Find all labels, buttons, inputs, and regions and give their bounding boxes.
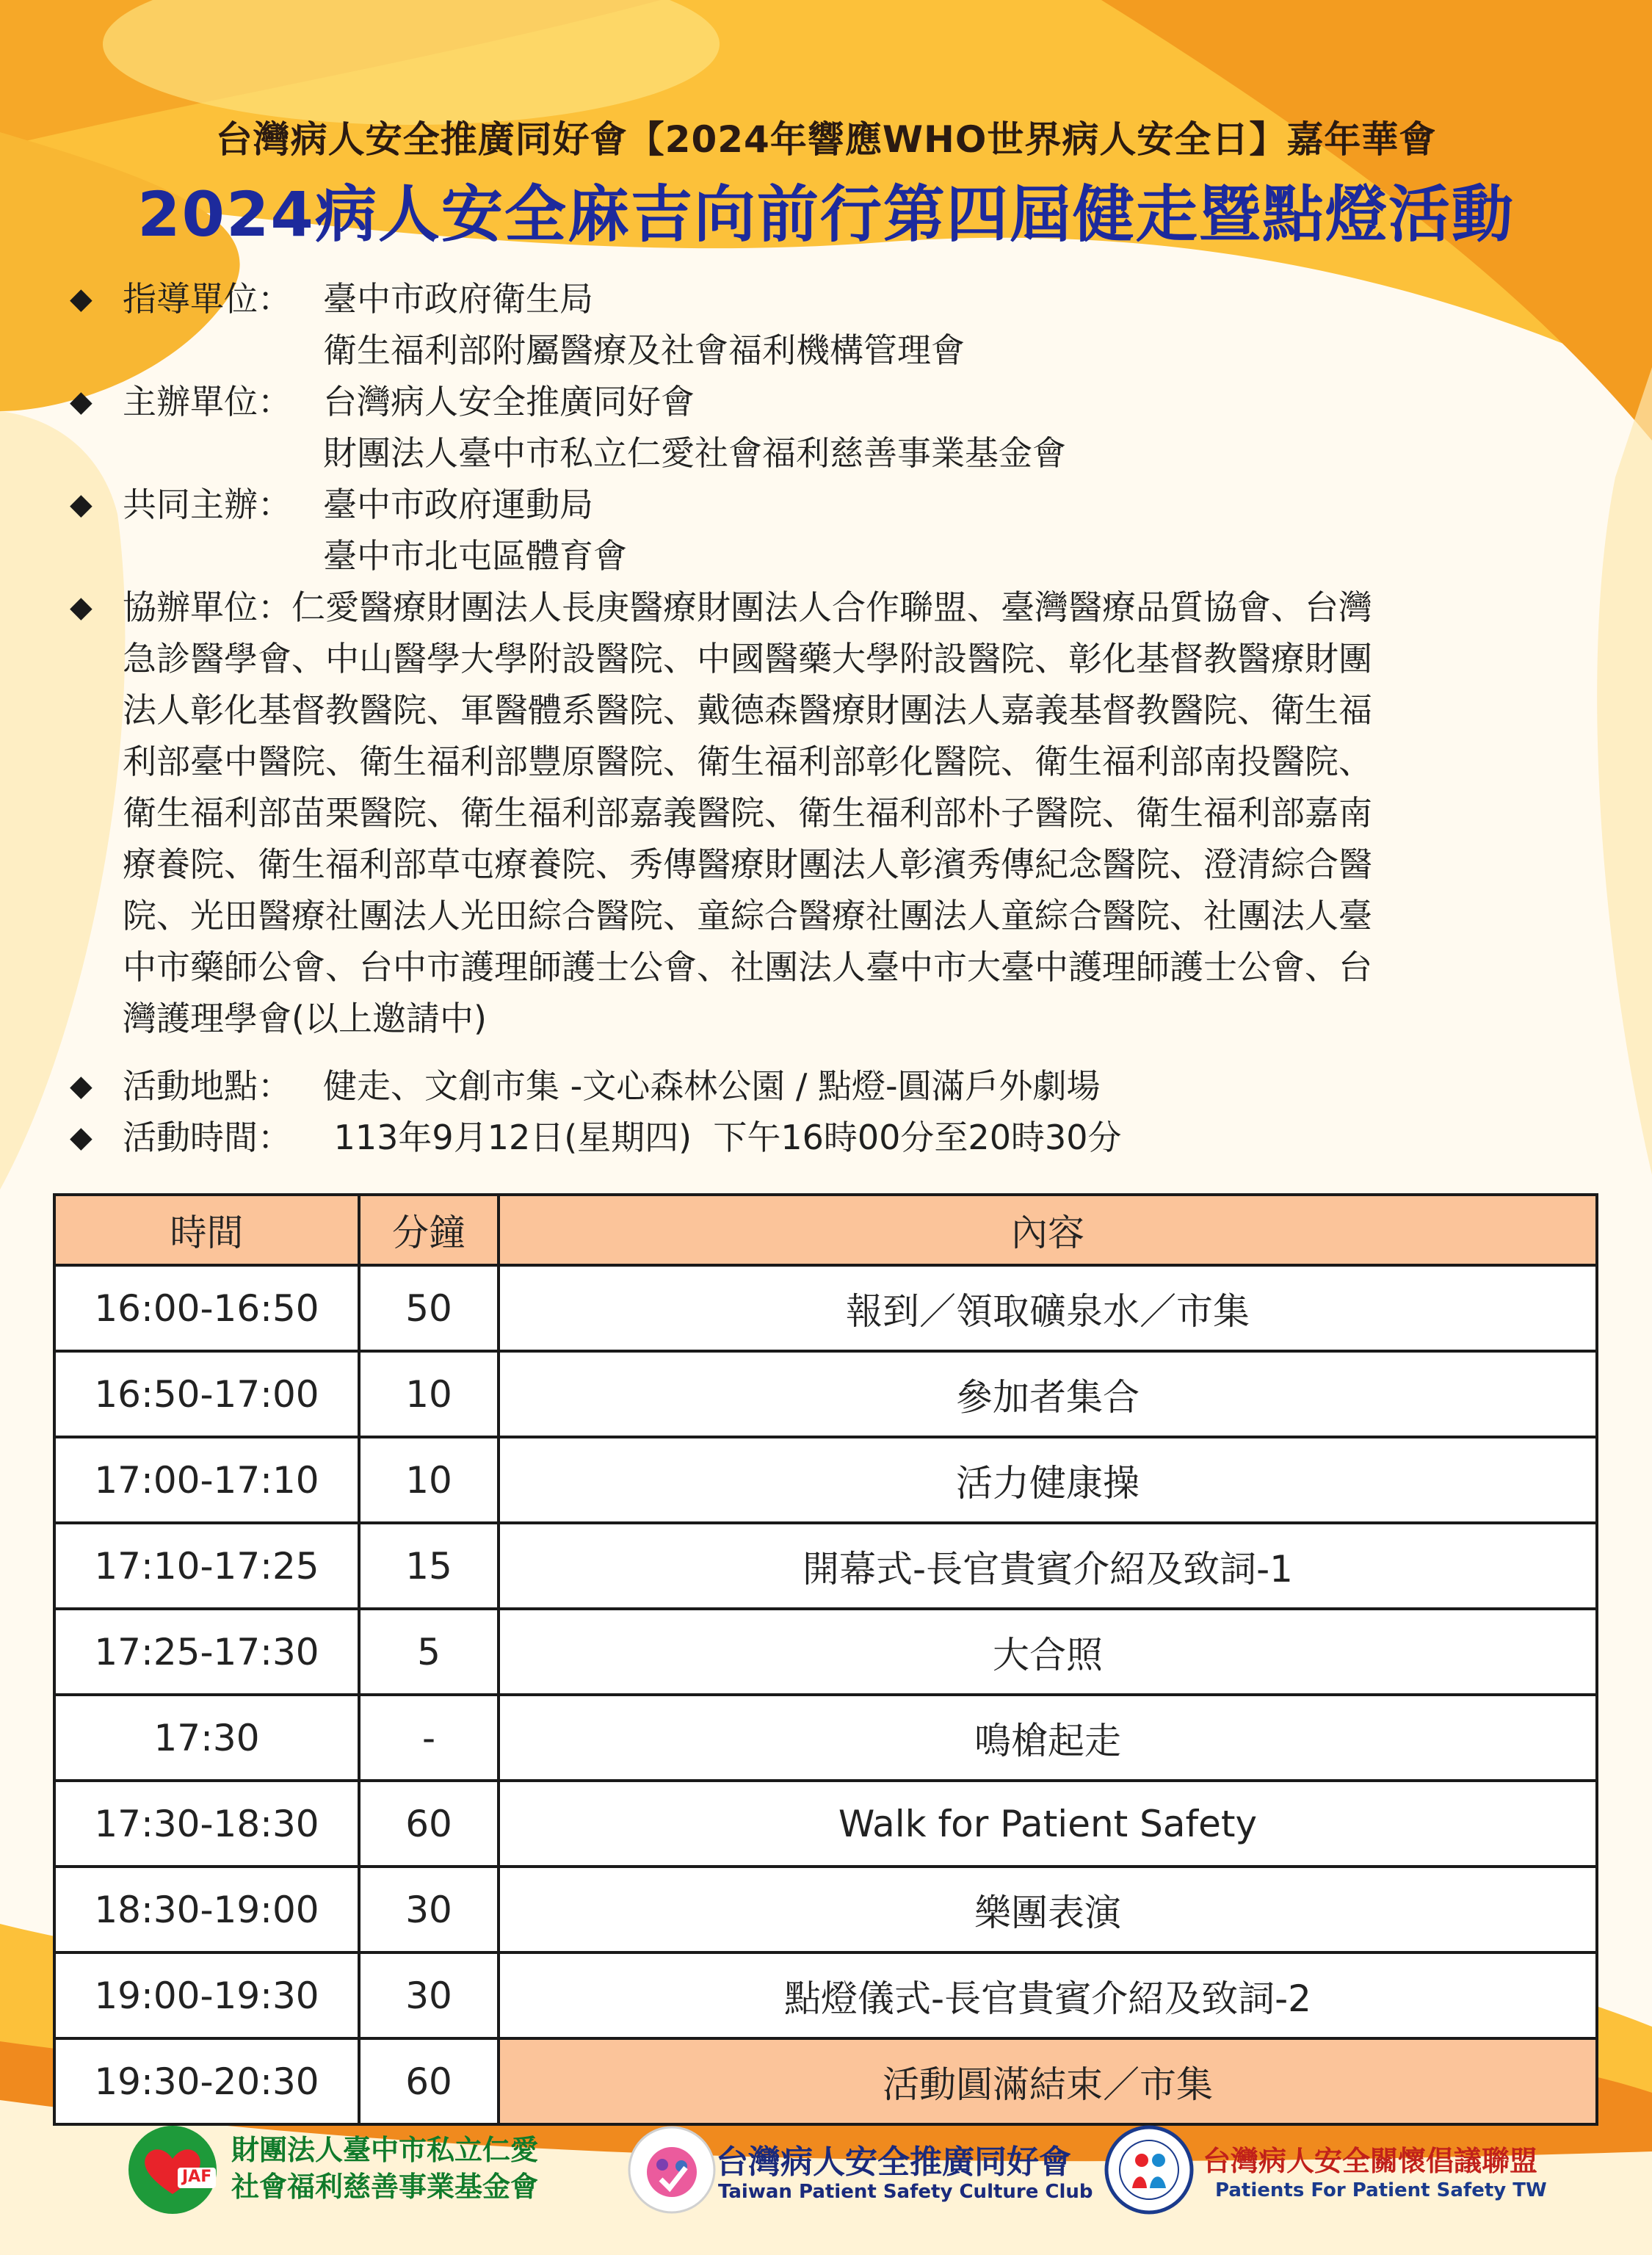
organizer-row xyxy=(70,376,1612,427)
cell-content: 開幕式-長官貴賓介紹及致詞-1 xyxy=(499,1523,1597,1609)
cell-time: 17:25-17:30 xyxy=(54,1609,359,1695)
guidance-row-2 xyxy=(70,325,1612,376)
cell-time: 17:30 xyxy=(54,1695,359,1781)
table-row xyxy=(54,1867,1597,1952)
cell-minutes: 60 xyxy=(359,2038,499,2124)
cell-content: 大合照 xyxy=(499,1609,1597,1695)
organizer-row-2 xyxy=(70,427,1612,479)
diamond-bullet-icon: ◆ xyxy=(70,385,93,419)
cell-time: 16:50-17:00 xyxy=(54,1351,359,1437)
cell-content: 點燈儀式-長官貴賓介紹及致詞-2 xyxy=(499,1952,1597,2038)
pfps-emblem-icon xyxy=(1101,2122,1197,2218)
assisting-line: 急診醫學會、中山醫學大學附設醫院、中國醫藥大學附設醫院、彰化基督教醫療財團 xyxy=(123,639,1372,678)
assisting-line: 利部臺中醫院、衛生福利部豐原醫院、衛生福利部彰化醫院、衛生福利部南投醫院、 xyxy=(123,742,1372,781)
footer-logos xyxy=(0,2122,1652,2218)
cell-content: 活力健康操 xyxy=(499,1437,1597,1523)
co-organizer-value-2: 臺中市北屯區體育會 xyxy=(323,536,627,576)
cell-minutes: 30 xyxy=(359,1867,499,1952)
jaf-name-line1: 財團法人臺中市私立仁愛 xyxy=(231,2134,539,2166)
diamond-bullet-icon: ◆ xyxy=(70,1069,93,1103)
cell-time: 18:30-19:00 xyxy=(54,1867,359,1952)
assisting-text xyxy=(123,582,1652,1044)
cell-time: 17:10-17:25 xyxy=(54,1523,359,1609)
table-row xyxy=(54,1523,1597,1609)
cell-time: 19:00-19:30 xyxy=(54,1952,359,2038)
assisting-label: 協辦單位： xyxy=(123,587,291,627)
guidance-value: 臺中市政府衛生局 xyxy=(323,279,593,319)
cell-minutes: 10 xyxy=(359,1351,499,1437)
diamond-bullet-icon: ◆ xyxy=(70,282,93,316)
pfps-logo xyxy=(1101,2122,1571,2218)
diamond-bullet-icon: ◆ xyxy=(70,1121,93,1154)
organizer-value-2: 財團法人臺中市私立仁愛社會福利慈善事業基金會 xyxy=(323,433,1066,473)
co-organizer-value: 臺中市政府運動局 xyxy=(323,485,593,524)
co-organizer-row xyxy=(70,479,1612,530)
organizer-value: 台灣病人安全推廣同好會 xyxy=(323,382,695,421)
header-minutes: 分鐘 xyxy=(359,1195,499,1265)
cell-minutes: 5 xyxy=(359,1609,499,1695)
cell-minutes: 60 xyxy=(359,1781,499,1867)
jaf-foundation-logo xyxy=(125,2122,595,2218)
guidance-label: 指導單位： xyxy=(123,279,291,319)
assisting-line: 灣護理學會(以上邀請中) xyxy=(123,999,487,1038)
schedule-table xyxy=(53,1193,1598,2126)
assisting-row xyxy=(70,582,1612,1044)
header-time: 時間 xyxy=(54,1195,359,1265)
co-organizer-row-2 xyxy=(70,530,1612,582)
schedule-header-row xyxy=(54,1195,1597,1265)
assisting-line: 協辦單位：仁愛醫療財團法人長庚醫療財團法人合作聯盟、臺灣醫療品質協會、台灣 xyxy=(123,587,1372,627)
table-row xyxy=(54,1265,1597,1351)
organizer-label: 主辦單位： xyxy=(123,382,291,421)
guidance-row xyxy=(70,273,1612,325)
table-row xyxy=(54,1351,1597,1437)
table-row xyxy=(54,2038,1597,2124)
location-row xyxy=(70,1060,1612,1112)
cell-time: 17:30-18:30 xyxy=(54,1781,359,1867)
cell-content: 報到／領取礦泉水／市集 xyxy=(499,1265,1597,1351)
cell-content: 參加者集合 xyxy=(499,1351,1597,1437)
cell-minutes: 50 xyxy=(359,1265,499,1351)
cell-content: 樂團表演 xyxy=(499,1867,1597,1952)
location-label: 活動地點： xyxy=(123,1066,291,1106)
table-row xyxy=(54,1609,1597,1695)
event-subtitle: 台灣病人安全推廣同好會【2024年響應WHO世界病人安全日】嘉年華會 xyxy=(215,118,1437,161)
safety-first-emblem-icon xyxy=(624,2122,720,2218)
assisting-line: 衛生福利部苗栗醫院、衛生福利部嘉義醫院、衛生福利部朴子醫院、衛生福利部嘉南 xyxy=(123,793,1372,833)
cell-time: 19:30-20:30 xyxy=(54,2038,359,2124)
jaf-name-line2: 社會福利慈善事業基金會 xyxy=(231,2171,539,2203)
cell-content: 活動圓滿結束／市集 xyxy=(499,2038,1597,2124)
table-row xyxy=(54,1695,1597,1781)
pfps-name-en: Patients For Patient Safety TW xyxy=(1215,2179,1547,2201)
tpscc-logo xyxy=(624,2122,1093,2218)
tpscc-name: 台灣病人安全推廣同好會 xyxy=(716,2143,1071,2181)
cell-time: 16:00-16:50 xyxy=(54,1265,359,1351)
tpscc-name-en: Taiwan Patient Safety Culture Club xyxy=(718,2181,1093,2203)
event-title: 2024病人安全麻吉向前行第四屆健走暨點燈活動 xyxy=(137,178,1515,250)
diamond-bullet-icon: ◆ xyxy=(70,590,93,624)
header-content: 內容 xyxy=(499,1195,1597,1265)
assisting-line: 中市藥師公會、台中市護理師護士公會、社團法人臺中市大臺中護理師護士公會、台 xyxy=(123,947,1372,987)
pfps-name: 台灣病人安全關懷倡議聯盟 xyxy=(1203,2145,1538,2177)
table-row xyxy=(54,1781,1597,1867)
cell-content: Walk for Patient Safety xyxy=(499,1781,1597,1867)
assisting-line: 院、光田醫療社團法人光田綜合醫院、童綜合醫療社團法人童綜合醫院、社團法人臺 xyxy=(123,896,1372,935)
diamond-bullet-icon: ◆ xyxy=(70,488,93,521)
cell-minutes: 10 xyxy=(359,1437,499,1523)
table-row xyxy=(54,1437,1597,1523)
cell-minutes: 30 xyxy=(359,1952,499,2038)
co-organizer-label: 共同主辦： xyxy=(123,485,291,524)
table-row xyxy=(54,1952,1597,2038)
time-label: 活動時間： xyxy=(123,1118,291,1157)
event-info xyxy=(70,273,1612,1163)
assisting-line: 療養院、衛生福利部草屯療養院、秀傳醫療財團法人彰濱秀傳紀念醫院、澄清綜合醫 xyxy=(123,844,1372,884)
jaf-badge: JAF xyxy=(182,2168,212,2186)
cell-content: 鳴槍起走 xyxy=(499,1695,1597,1781)
cell-time: 17:00-17:10 xyxy=(54,1437,359,1523)
cell-minutes: - xyxy=(359,1695,499,1781)
guidance-value-2: 衛生福利部附屬醫療及社會福利機構管理會 xyxy=(323,330,965,370)
time-value: 113年9月12日(星期四) 下午16時00分至20時30分 xyxy=(323,1118,1122,1157)
time-row xyxy=(70,1112,1612,1163)
location-value: 健走、文創市集 -文心森林公園 / 點燈-圓滿戶外劇場 xyxy=(323,1066,1101,1106)
cell-minutes: 15 xyxy=(359,1523,499,1609)
assisting-line: 法人彰化基督教醫院、軍醫體系醫院、戴德森醫療財團法人嘉義基督教醫院、衛生福 xyxy=(123,690,1372,730)
